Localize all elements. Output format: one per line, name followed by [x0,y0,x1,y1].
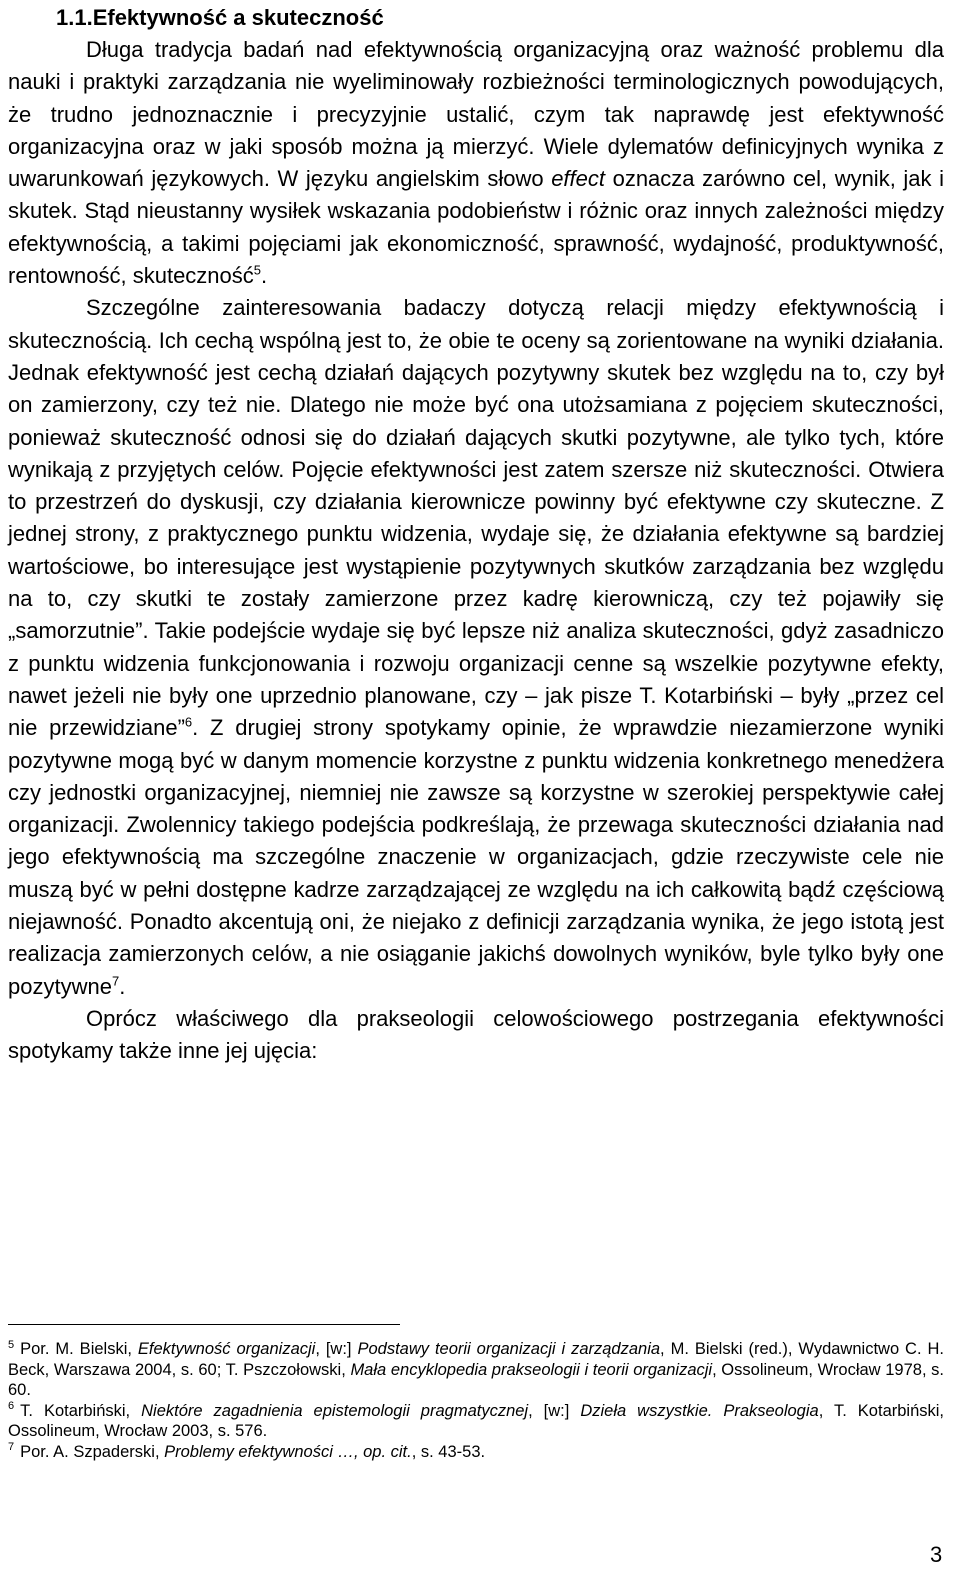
footnote-6: $^6$ T. Kotarbiński, Niektóre zagadnienia epistemologii pragmatycznej, [w:] Dzieła wszystkie. Prakseologia, T. Kotarbiński, Ossolineum, Wrocław 2003, s. 576. [8,1400,945,1440]
term-effect: effect [551,166,605,192]
footnote-number: 6 [8,1400,15,1412]
footnote-7: $^7$ Por. A. Szpaderski, Problemy efektywności …, op. cit., s. 43-53. [8,1441,486,1461]
footnotes [8,1339,944,1462]
paragraph-2: Szczególne zainteresowania badaczy dotyczą relacji między efektywnością i skutecznością. Ich cechą wspólną jest to, że obie te oceny są zorientowane na wyniki działania. Jednak efektywność jest cechą działań dających pozytywny skutek bez względu na to, czy był on zamierzony, czy też nie. Dlatego nie może być ona utożsamiana z pojęciem skuteczności, ponieważ skuteczność odnosi się do działań dających skutki pozytywne, ale tylko tych, które wynikają z przyjętych celów. Pojęcie efektywności jest zatem szersze niż skuteczności. Otwiera to przestrzeń do dyskusji, czy działania kierownicze powinny być efektywne czy skuteczne. Z jednej strony, z praktycznego punktu widzenia, wydaje się, że działania efektywne są bardziej wartościowe, bo interesujące jest wystąpienie pozytywnych skutków zarządzania bez względu na to, czy skutki te zostały zamierzone przez kadrę kierowniczą, czy też pojawiły się „samorzutnie”. Takie podejście wydaje się być lepsze niż analiza skuteczności, gdyż zasadniczo z punktu widzenia funkcjonowania i rozwoju organizacji cenne są wszelkie pozytywne efekty, nawet jeżeli nie były one uprzednio planowane, czy – jak pisze T. Kotarbiński – były „przez cel nie przewidziane”$^6$. Z drugiej strony spotykamy opinie, że wprawdzie niezamierzone wyniki pozytywne mogą być w danym momencie korzystne z punktu widzenia konkretnego menedżera czy jednostki organizacyjnej, niemniej nie zawsze są korzystne w szerokiej perspektywie całej organizacji. Zwolennicy takiego podejścia podkreślają, że przewaga skuteczności działania nad jego efektywnością ma szczególne znaczenie w organizacjach, gdzie rzeczywiste cele nie muszą być w pełni dostępne kadrze zarządzającej ze względu na ich całkowitą bądź częściową niejawność. Ponadto akcentują oni, że niejako z definicji zarządzania wynika, że jego istotą jest realizacja zamierzonych celów, a nie osiąganie jakichś dowolnych wyników, byle tylko były one pozytywne$^7$. [8,295,944,999]
footnote-ref-7[interactable]: 7 [111,973,120,989]
body-text [8,34,944,1068]
footnote-ref-5[interactable]: 5 [253,262,262,278]
footnote-5: $^5$ Por. M. Bielski, Efektywność organizacji, [w:] Podstawy teorii organizacji i zarządzania, M. Bielski (red.), Wydawnictwo C. H. Beck, Warszawa 2004, s. 60; T. Pszczołowski, Mała encyklopedia prakseologii i teorii organizacji, Ossolineum, Wrocław 1978, s. 60. [8,1338,945,1399]
page-number: 3 [930,1542,943,1567]
footnote-ref-6[interactable]: 6 [184,714,193,730]
paragraph-1: Długa tradycja badań nad efektywnością organizacyjną oraz ważność problemu dla nauki i praktyki zarządzania nie wyeliminowały rozbieżności terminologicznych powodujących, że trudno jednoznacznie i precyzyjnie ustalić, czym tak naprawdę jest efektywność organizacyjna oraz w jaki sposób można ją mierzyć. Wiele dylematów definicyjnych wynika z uwarunkowań językowych. W języku angielskim słowo effect oznacza zarówno cel, wynik, jak i skutek. Stąd nieustanny wysiłek wskazania podobieństw i różnic oraz innych zależności między efektywnością, a takimi pojęciami jak ekonomiczność, sprawność, wydajność, produktywność, rentowność, skuteczność$^5$. [8,37,944,289]
paragraph-3: Oprócz właściwego dla prakseologii celowościowego postrzegania efektywności spotykamy także inne jej ujęcia: [8,1005,944,1064]
footnote-number: 5 [8,1338,15,1351]
footnote-separator [8,1324,400,1325]
footnote-number: 7 [8,1441,15,1453]
section-heading: 1.1.Efektywność a skuteczność [56,5,384,30]
